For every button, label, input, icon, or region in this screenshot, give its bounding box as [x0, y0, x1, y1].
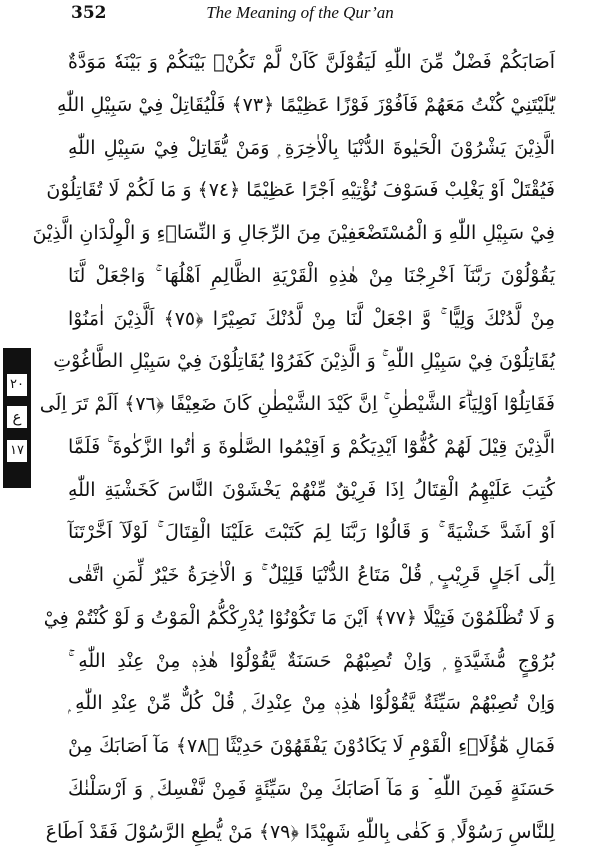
ruku-marker-bottom: ١٧: [7, 440, 27, 462]
verse-line: كُتِبَ عَلَيْهِمُ الْقِتَالُ اِذَا فَرِيْقٌ مِّنْهُمْ يَخْشَوْنَ النَّاسَ كَخَشْيَةِ اللّٰهِ: [68, 479, 555, 501]
verse-line: اَصَابَكُمْ فَضْلٌ مِّنَ اللّٰهِ لَيَقُوْلَنَّ كَاَنْ لَّمْ تَكُنْۢ بَيْنَكُمْ وَ بَيْنَهٗ مَوَدَّةٌ: [68, 51, 555, 73]
verse-line: مِنْ لَّدُنْكَ وَلِيًّا ۚ وَّ اجْعَلْ لَّنَا مِنْ لَّدُنْكَ نَصِيْرًا ﴿٧٥﴾ اَلَّذِيْنَ اٰمَنُوْا: [68, 308, 555, 330]
verse-line: فَيُقْتَلْ اَوْ يَغْلِبْ فَسَوْفَ نُؤْتِيْهِ اَجْرًا عَظِيْمًا ﴿٧٤﴾ وَ مَا لَكُمْ لَا تُقَاتِلُوْنَ: [46, 179, 555, 201]
verse-line: الَّذِيْنَ قِيْلَ لَهُمْ كُفُّوْٓا اَيْدِيَكُمْ وَ اَقِيْمُوا الصَّلٰوةَ وَ اٰتُوا الزَّكٰوةَ ۚ فَلَمَّا: [68, 436, 555, 458]
verse-line: فَقَاتِلُوْٓا اَوْلِيَاۗءَ الشَّيْطٰنِ ۚ اِنَّ كَيْدَ الشَّيْطٰنِ كَانَ ضَعِيْفًا ﴿٧٦﴾ اَلَمْ تَرَ اِلَى: [39, 393, 555, 415]
verse-line: فِيْ سَبِيْلِ اللّٰهِ وَ الْمُسْتَضْعَفِيْنَ مِنَ الرِّجَالِ وَ النِّسَاۗءِ وَ الْوِلْدَانِ الَّذِيْنَ: [32, 222, 555, 244]
verse-line: وَاِنْ تُصِبْهُمْ سَيِّئَةٌ يَّقُوْلُوْا هٰذِهٖ مِنْ عِنْدِكَ ۭ قُلْ كُلٌّ مِّنْ عِنْدِ اللّٰهِ ۭ: [68, 692, 555, 714]
verse-line: فَمَالِ هٰٓؤُلَاۗءِ الْقَوْمِ لَا يَكَادُوْنَ يَفْقَهُوْنَ حَدِيْثًا ﴿٧٨﴾ مَآ اَصَابَكَ مِنْ: [68, 735, 555, 757]
verse-line: وَ لَا تُظْلَمُوْنَ فَتِيْلًا ﴿٧٧﴾ اَيْنَ مَا تَكُوْنُوْا يُدْرِكْكُّمُ الْمَوْتُ وَ لَوْ كُنْتُمْ فِيْ: [43, 607, 555, 629]
verse-line: بُرُوْجٍ مُّشَيَّدَةٍ ۭ وَاِنْ تُصِبْهُمْ حَسَنَةٌ يَّقُوْلُوْا هٰذِهٖ مِنْ عِنْدِ اللّٰهِ ۚ: [68, 650, 555, 672]
page-number: 352: [71, 3, 107, 23]
arabic-verse-block: [32, 24, 555, 854]
ruku-marker-top: ٢٠: [7, 374, 27, 396]
verse-line: لِلنَّاسِ رَسُوْلًا ۭ وَ كَفٰى بِاللّٰهِ شَهِيْدًا ﴿٧٩﴾ مَنْ يُّطِعِ الرَّسُوْلَ فَقَدْ اَطَاعَ: [45, 821, 555, 843]
verse-line: الَّذِيْنَ يَشْرُوْنَ الْحَيٰوةَ الدُّنْيَا بِالْاٰخِرَةِ ۭ وَمَنْ يُّقَاتِلْ فِيْ سَبِيْلِ اللّٰهِ: [68, 137, 555, 159]
verse-line: يَقُوْلُوْنَ رَبَّنَآ اَخْرِجْنَا مِنْ هٰذِهِ الْقَرْيَةِ الظَّالِمِ اَهْلُهَا ۚ وَاجْعَلْ لَّنَا: [68, 265, 555, 287]
verse-line: اِلٰٓى اَجَلٍ قَرِيْبٍ ۭ قُلْ مَتَاعُ الدُّنْيَا قَلِيْلٌ ۚ وَ الْاٰخِرَةُ خَيْرٌ لِّمَنِ اتَّقٰى: [68, 564, 555, 586]
ruku-marker-middle: ع: [7, 406, 27, 428]
ruku-marker: [3, 348, 31, 488]
verse-line: يّٰلَيْتَنِيْ كُنْتُ مَعَهُمْ فَاَفُوْزَ فَوْزًا عَظِيْمًا ﴿٧٣﴾ فَلْيُقَاتِلْ فِيْ سَبِيْلِ اللّٰهِ: [56, 94, 555, 116]
verse-line: حَسَنَةٍ فَمِنَ اللّٰهِ ۡ وَ مَآ اَصَابَكَ مِنْ سَيِّئَةٍ فَمِنْ نَّفْسِكَ ۭ وَ اَرْسَلْنٰكَ: [68, 778, 555, 800]
running-title: The Meaning of the Qur’an: [206, 3, 394, 22]
verse-line: يُقَاتِلُوْنَ فِيْ سَبِيْلِ اللّٰهِ ۚ وَ الَّذِيْنَ كَفَرُوْا يُقَاتِلُوْنَ فِيْ سَبِيْلِ الطَّاغُوْتِ: [53, 350, 555, 372]
verse-line: اَوْ اَشَدَّ خَشْيَةً ۚ وَ قَالُوْا رَبَّنَا لِمَ كَتَبْتَ عَلَيْنَا الْقِتَالَ ۚ لَوْلَآ اَخَّرْتَنَآ: [68, 521, 555, 543]
